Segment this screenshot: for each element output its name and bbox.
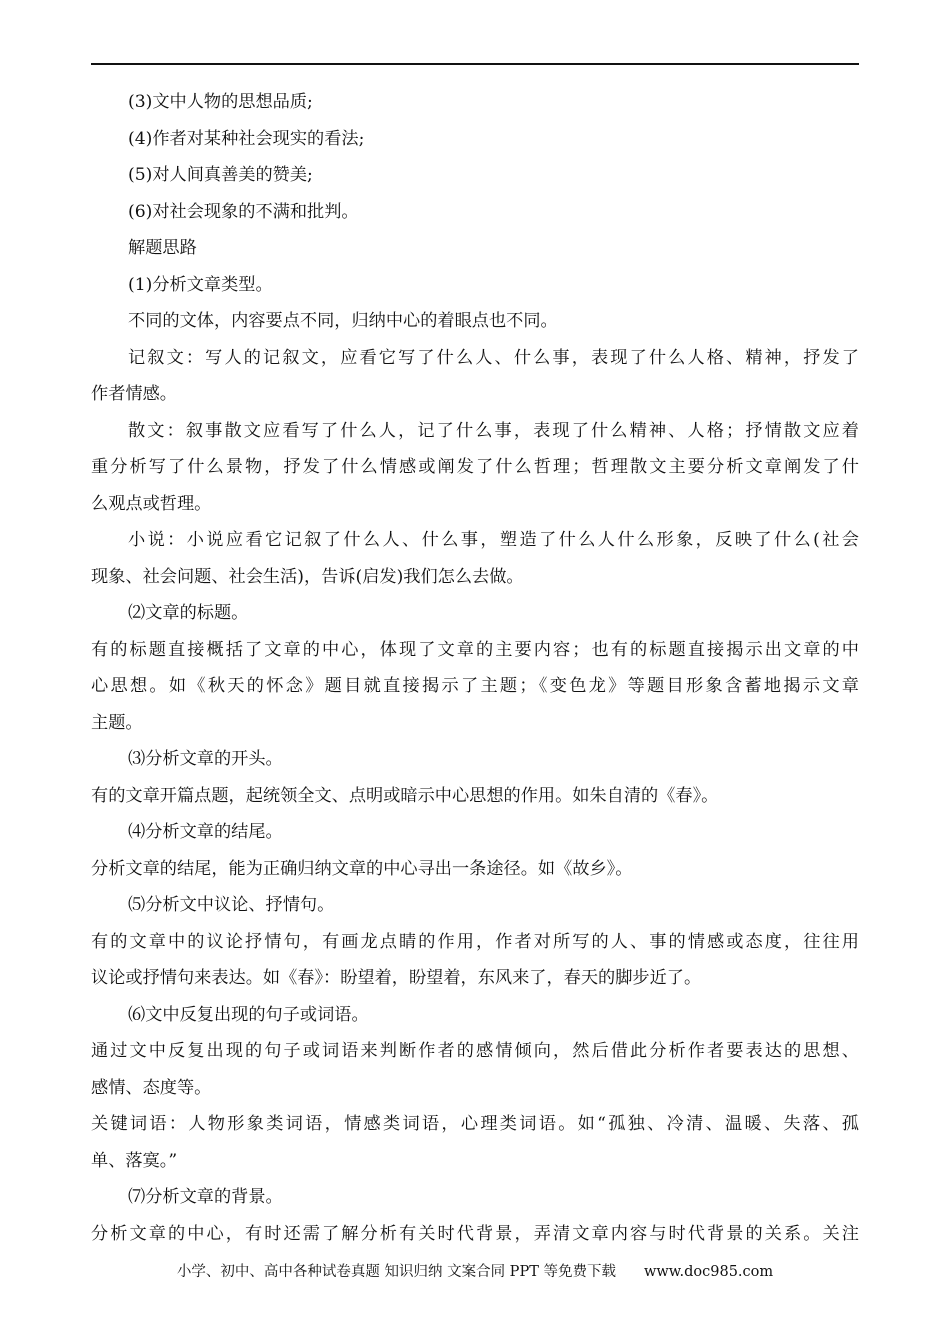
text-line: 么观点或哲理。 [91, 493, 212, 514]
text-line: ⑵文章的标题。 [128, 603, 249, 623]
text-line: 通过文中反复出现的句子或词语来判断作者的感情倾向，然后借此分析作者要表达的思想、 [91, 1041, 859, 1061]
text-line: 议论或抒情句来表达。如《春》：盼望着，盼望着，东风来了，春天的脚步近了。 [91, 968, 702, 988]
header-rule [91, 63, 859, 65]
text-line: 散文：叙事散文应看写了什么人，记了什么事，表现了什么精神、人格；抒情散文应着 [128, 420, 859, 441]
page-footer [0, 1260, 950, 1284]
text-line: 主题。 [91, 712, 143, 733]
footer-url: www.doc985.com [643, 1264, 774, 1280]
text-line: 关键词语：人物形象类词语，情感类词语，心理类词语。如“孤独、冷清、温暖、失落、孤 [91, 1114, 859, 1134]
footer-text: 小学、初中、高中各种试卷真题 知识归纳 文案合同 PPT 等免费下载 [176, 1264, 616, 1280]
text-line: 感情、态度等。 [91, 1077, 212, 1098]
text-line: 有的文章中的议论抒情句，有画龙点睛的作用，作者对所写的人、事的情感或态度，往往用 [91, 931, 859, 952]
text-line: 小说：小说应看它记叙了什么人、什么事，塑造了什么人什么形象，反映了什么(社会 [128, 530, 859, 550]
text-line: (4)作者对某种社会现实的看法; [128, 128, 365, 149]
text-line: (6)对社会现象的不满和批判。 [128, 201, 359, 222]
text-line: 有的标题直接概括了文章的中心，体现了文章的主要内容；也有的标题直接揭示出文章的中 [91, 639, 859, 660]
text-line: ⑺分析文章的背景。 [128, 1187, 283, 1207]
text-line: ⑸分析文中议论、抒情句。 [128, 895, 335, 915]
text-line: 心思想。如《秋天的怀念》题目就直接揭示了主题；《变色龙》等题目形象含蓄地揭示文章 [91, 676, 859, 696]
text-line: (5)对人间真善美的赞美; [128, 165, 313, 185]
text-line: 重分析写了什么景物，抒发了什么情感或阐发了什么哲理；哲理散文主要分析文章阐发了什 [91, 457, 859, 477]
text-line: 不同的文体，内容要点不同，归纳中心的着眼点也不同。 [128, 311, 558, 331]
text-line: (1)分析文章类型。 [128, 274, 273, 295]
document-body [91, 84, 859, 1252]
section-heading: 解题思路 [128, 238, 197, 258]
text-line: 分析文章的中心，有时还需了解分析有关时代背景，弄清文章内容与时代背景的关系。关注 [91, 1223, 859, 1244]
text-line: 分析文章的结尾，能为正确归纳文章的中心寻出一条途径。如《故乡》。 [91, 858, 633, 879]
text-line: ⑷分析文章的结尾。 [128, 822, 283, 842]
text-line: 作者情感。 [91, 384, 177, 404]
text-line: 有的文章开篇点题，起统领全文、点明或暗示中心思想的作用。如朱自清的《春》。 [91, 785, 719, 806]
text-line: 现象、社会问题、社会生活)，告诉(启发)我们怎么去做。 [91, 566, 524, 587]
text-line: (3)文中人物的思想品质; [128, 92, 313, 112]
text-line: 记叙文：写人的记叙文，应看它写了什么人、什么事，表现了什么人格、精神，抒发了 [128, 347, 859, 368]
text-line: ⑹文中反复出现的句子或词语。 [128, 1004, 369, 1025]
text-line: ⑶分析文章的开头。 [128, 749, 283, 769]
text-line: 单、落寞。” [91, 1150, 178, 1171]
